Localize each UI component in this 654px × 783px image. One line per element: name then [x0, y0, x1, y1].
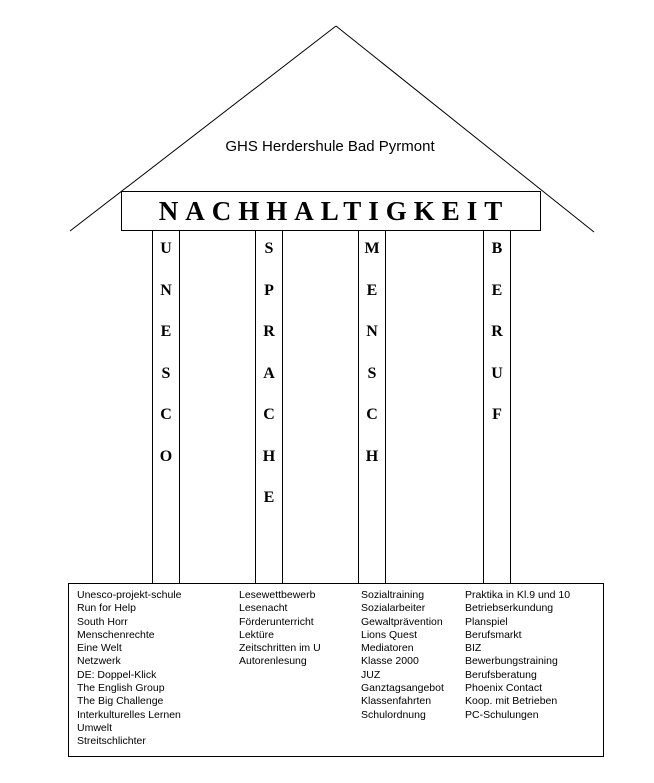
list-item: DE: Doppel-Klick [77, 668, 157, 681]
pillar-letter: N [160, 281, 172, 299]
pillar-letter: O [159, 447, 173, 465]
list-item: South Horr [77, 615, 128, 628]
pillar-letter: R [491, 323, 503, 340]
list-item: Lions Quest [361, 628, 418, 641]
column-unesco [77, 589, 181, 749]
list-item: Run for Help [77, 602, 136, 615]
beam-nachhaltigkeit [121, 191, 541, 231]
list-item: Bewerbungstraining [465, 655, 558, 668]
pillar-letter: H [365, 447, 379, 465]
pillar-letter: A [263, 364, 275, 382]
pillar-letter: S [264, 240, 274, 257]
list-item: Interkulturelles Lernen [77, 708, 181, 721]
pillar-letters [153, 239, 179, 488]
foundation-box [68, 583, 604, 757]
list-item: The English Group [77, 682, 165, 695]
list-item: Betriebserkundung [465, 602, 554, 615]
pillar-letters [256, 239, 282, 530]
list-item: Praktika in Kl.9 und 10 [465, 589, 571, 601]
pillar-letter: C [160, 406, 172, 423]
column-beruf [465, 589, 570, 722]
pillar-letters [484, 239, 510, 447]
beam-title: NACHHALTIGKEIT [158, 195, 510, 226]
pillar-letters [359, 239, 385, 488]
list-item: Lesewettbewerb [239, 589, 316, 601]
list-item: Berufsberatung [465, 668, 537, 681]
list-item: Ganztagsangebot [361, 682, 444, 695]
pillar-letter: M [364, 240, 380, 257]
list-item: BIZ [465, 642, 482, 655]
list-item: The Big Challenge [77, 695, 164, 708]
column-mensch [361, 589, 444, 722]
list-item: Unesco-projekt-schule [77, 589, 182, 601]
list-item: Eine Welt [77, 642, 122, 655]
list-item: Lesenacht [239, 602, 288, 615]
school-name: GHS Herdershule Bad Pyrmont [225, 138, 435, 155]
column-sprache [239, 589, 321, 669]
list-item: Autorenlesung [239, 655, 307, 668]
pillar-letter: S [367, 364, 377, 382]
list-item: Koop. mit Betrieben [465, 695, 558, 708]
pillar-letter: U [491, 364, 503, 382]
list-item: JUZ [361, 668, 381, 681]
pillar-letter: E [491, 281, 503, 299]
pillar-letter: C [263, 406, 275, 423]
list-item: Mediatoren [361, 642, 414, 655]
pillar-letter: U [160, 240, 172, 257]
list-item: Sozialarbeiter [361, 602, 426, 615]
list-item: Menschenrechte [77, 628, 155, 641]
list-item: Phoenix Contact [465, 682, 543, 695]
pillar-letter: C [366, 406, 378, 423]
pillar-letter: S [161, 364, 171, 382]
pillar-sprache [255, 231, 283, 583]
pillar-mensch [358, 231, 386, 583]
pillar-letter: H [262, 447, 276, 465]
list-item: Umwelt [77, 721, 113, 734]
list-item: Planspiel [465, 615, 508, 628]
pillar-letter: E [366, 281, 378, 299]
list-item: PC-Schulungen [465, 708, 539, 721]
list-item: Zeitschritten im U [239, 642, 321, 655]
pillar-unesco [152, 231, 180, 583]
pillar-letter: E [263, 489, 275, 506]
list-item: Streitschlichter [77, 735, 146, 748]
list-item: Sozialtraining [361, 589, 425, 601]
list-item: Klassenfahrten [361, 695, 432, 708]
list-item: Netzwerk [77, 655, 121, 668]
pillar-letter: P [264, 281, 274, 299]
pillar-letter: B [491, 240, 503, 257]
pillar-letter: E [160, 323, 172, 340]
pillar-letter: F [492, 406, 502, 423]
list-item: Schulordnung [361, 708, 426, 721]
list-item: Gewaltprävention [361, 615, 443, 628]
list-item: Lektüre [239, 628, 275, 641]
pillar-letter: R [263, 323, 275, 340]
list-item: Klasse 2000 [361, 655, 419, 668]
list-item: Förderunterricht [239, 615, 314, 628]
pillar-beruf [483, 231, 511, 583]
pillar-letter: N [366, 323, 378, 340]
list-item: Berufsmarkt [465, 628, 522, 641]
